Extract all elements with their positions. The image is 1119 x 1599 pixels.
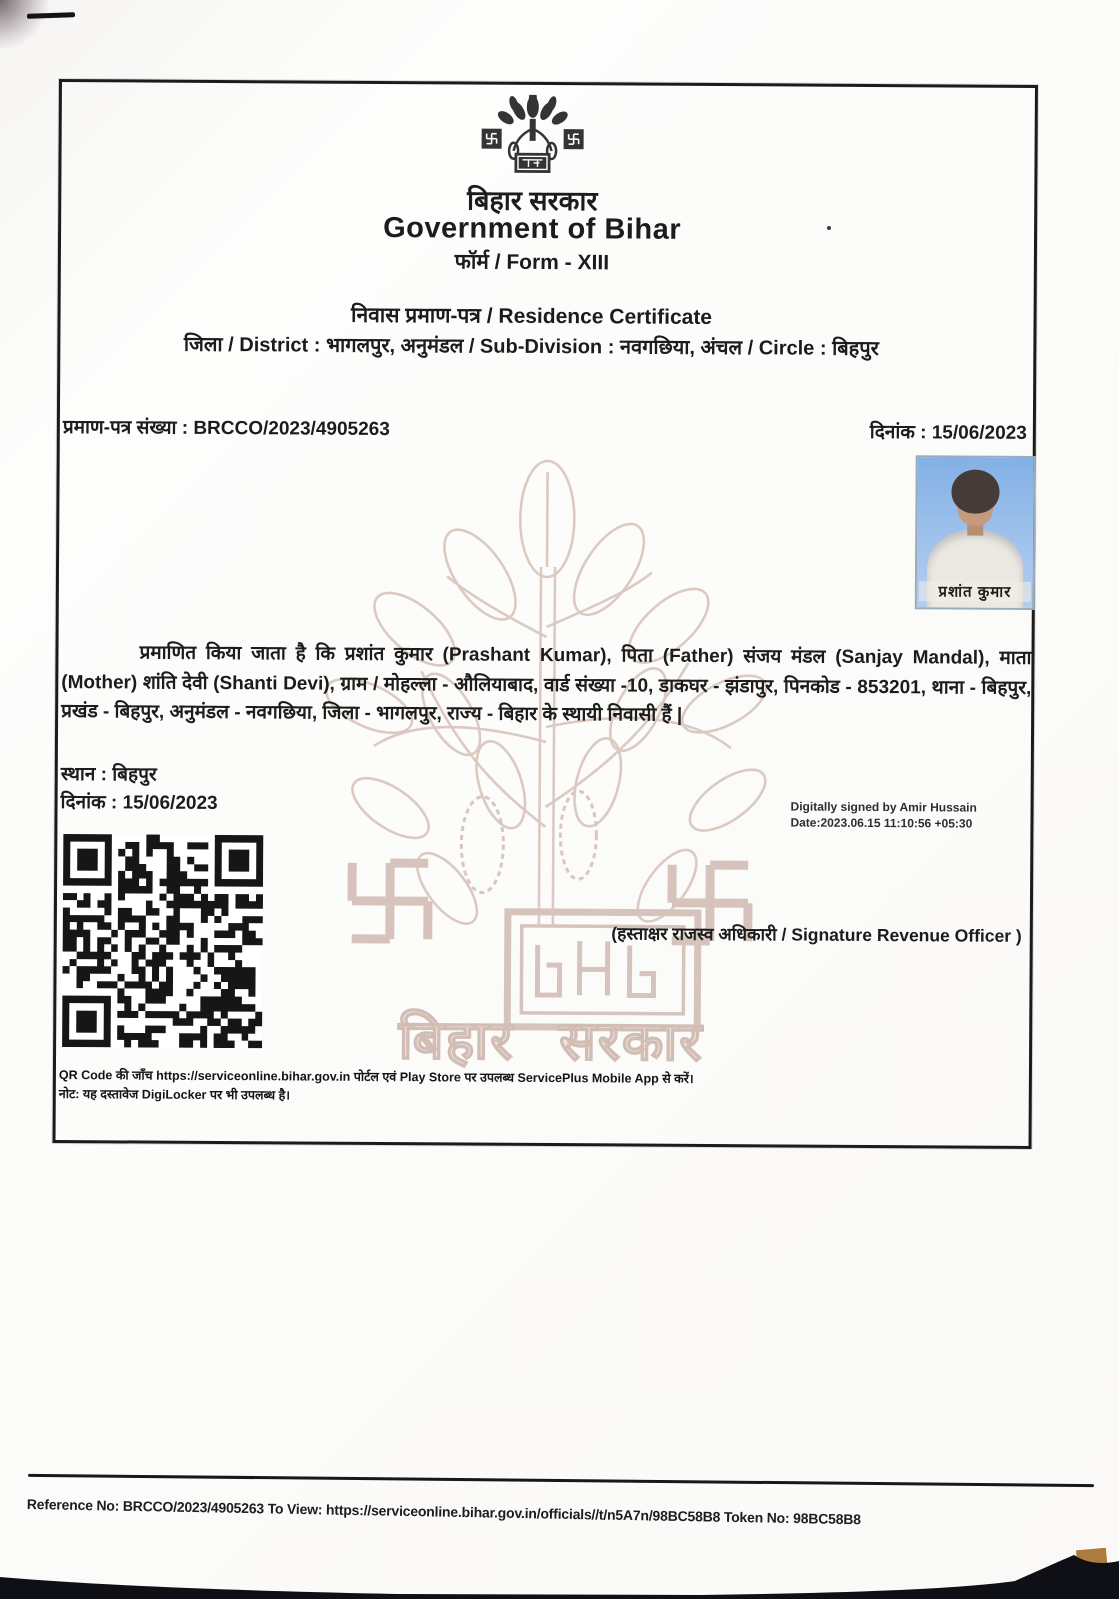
certificate-title: निवास प्रमाण-पत्र / Residence Certificate: [350, 303, 713, 329]
date-line: दिनांक : 15/06/2023: [60, 792, 218, 814]
certificate-body-paragraph: प्रमाणित किया जाता है कि प्रशांत कुमार (Prashant Kumar), पिता (Father) संजय मंडल (Sanjay Mandal), माता (Mother) शांति देवी (Shanti Devi), ग्राम / मोहल्ला - औलियाबाद, वार्ड संख्या -10, डाकघर - झंडापुर, पिनकोड - 853201, थाना - बिहपुर, प्रखंड - बिहपुर, अनुमंडल - नवगछिया, जिला - भागलपुर, राज्य - बिहार के स्थायी निवासी हैं |: [61, 642, 1032, 727]
emblem-right-flag-icon: [564, 129, 584, 149]
digital-signature-block: [790, 798, 976, 832]
bihar-emblem-icon: [447, 94, 618, 181]
watermark-text: बिहार सरकार: [398, 1010, 704, 1072]
certificate-number: प्रमाण-पत्र संख्या : BRCCO/2023/4905263: [62, 417, 390, 441]
footer-separator-line: [28, 1474, 1094, 1487]
certificate-border-frame: [53, 79, 1038, 1149]
form-number: फॉर्म / Form - XIII: [454, 250, 610, 275]
reference-line: Reference No: BRCCO/2023/4905263 To View: https://serviceonline.bihar.gov.in/officials//t/n5A7n/98BC58B8 Token No: 98BC58B8: [26, 1496, 861, 1528]
footnotes-block: [59, 1066, 694, 1107]
scan-dash-mark: [27, 12, 75, 19]
district-line: जिला / District : भागलपुर, अनुमंडल / Sub-Division : नवगछिया, अंचल / Circle : बिहपुर: [183, 333, 879, 361]
emblem-plaque-icon: [514, 153, 550, 173]
digital-signature-line2: Date:2023.06.15 11:10:56 +05:30: [790, 815, 973, 831]
footnote-digilocker: नोट: यह दस्तावेज DigiLocker पर भी उपलब्ध है।: [58, 1086, 291, 1103]
applicant-photo: [915, 455, 1036, 610]
signature-officer-title: (हस्ताक्षर राजस्व अधिकारी / Signature Revenue Officer ): [611, 923, 1022, 946]
watermark-left-swastika-icon: [352, 863, 428, 939]
watermark-tree-icon: [294, 455, 798, 1086]
qr-code: [62, 834, 263, 1048]
photo-name-caption: प्रशांत कुमार: [919, 581, 1031, 602]
footnote-qr-check: QR Code की जाँच https://serviceonline.bihar.gov.in पोर्टल एवं Play Store पर उपलब्ध ServicePlus Mobile App से करें।: [58, 1068, 694, 1086]
scan-bottom-edge: [0, 1537, 1119, 1599]
org-name-hindi: बिहार सरकार: [466, 185, 598, 217]
qr-code-block: [62, 834, 263, 1048]
photo-hair: [951, 469, 999, 513]
issue-date: दिनांक : 15/06/2023: [869, 421, 1027, 444]
scan-corner-smudge: [0, 0, 48, 48]
place-line: स्थान : बिहपुर: [60, 764, 157, 786]
digital-signature-line1: Digitally signed by Amir Hussain: [790, 799, 977, 815]
org-name-english: Government of Bihar: [383, 211, 682, 246]
emblem-left-flag-icon: [482, 129, 502, 149]
